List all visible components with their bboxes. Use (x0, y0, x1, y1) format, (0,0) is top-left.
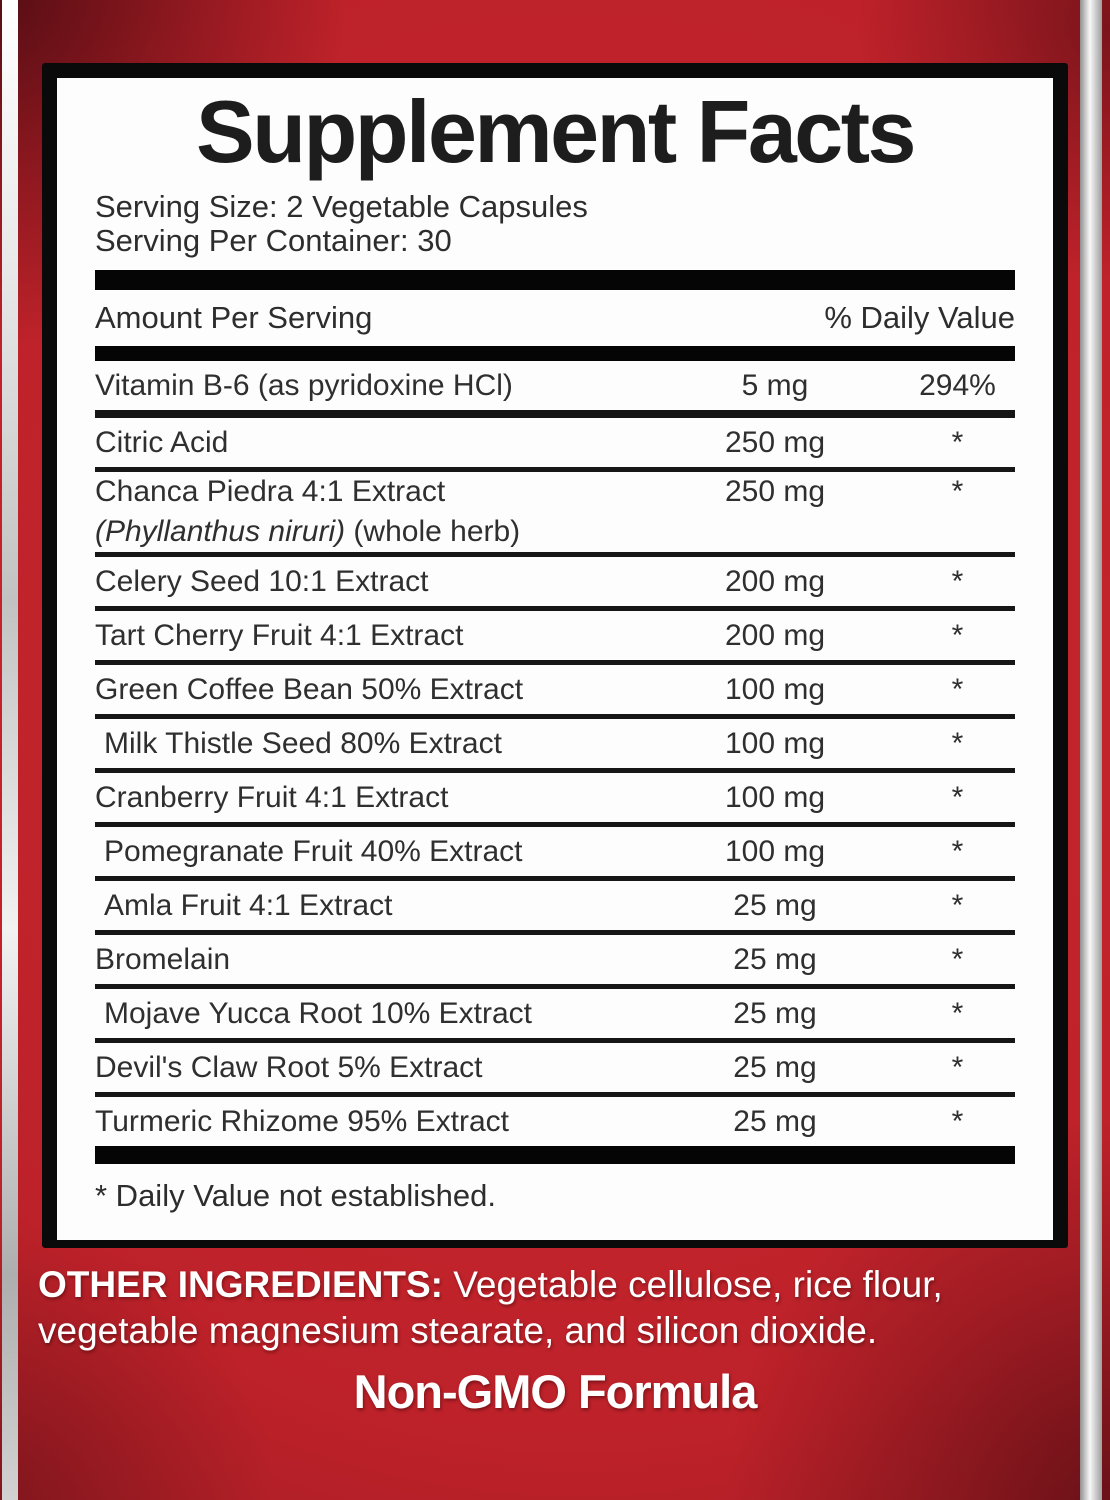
table-row (95, 1043, 1015, 1097)
ingredient-name-cell (95, 886, 650, 926)
table-row (95, 935, 1015, 989)
ingredient-name-cell (95, 1102, 650, 1142)
ingredient-name: Celery Seed 10:1 Extract (95, 564, 429, 598)
divider-bar-top (95, 270, 1015, 290)
other-ingredients (38, 1262, 1086, 1354)
non-gmo-heading: Non-GMO Formula (353, 1365, 757, 1418)
ingredient-name: Amla Fruit 4:1 Extract (104, 888, 393, 922)
table-row (95, 557, 1015, 611)
divider-bar-header (95, 346, 1015, 361)
ingredient-dv: * (951, 564, 964, 598)
other-ingredients-text-line1: Vegetable cellulose, rice flour, (442, 1264, 943, 1305)
silver-edge-left (2, 0, 18, 1500)
ingredient-dv: * (951, 834, 964, 868)
ingredient-dv: * (951, 475, 964, 508)
ingredient-dv: * (951, 1104, 964, 1138)
table-header-row (95, 290, 1015, 346)
ingredient-name: Turmeric Rhizome 95% Extract (95, 1104, 509, 1138)
ingredient-name: Citric Acid (95, 425, 229, 459)
ingredient-name: Mojave Yucca Root 10% Extract (104, 996, 532, 1030)
ingredient-name: Chanca Piedra 4:1 Extract (95, 475, 446, 508)
table-row (95, 881, 1015, 935)
serving-info (95, 190, 1015, 258)
ingredient-name: Tart Cherry Fruit 4:1 Extract (95, 618, 464, 652)
amount-per-serving-header: Amount Per Serving (95, 300, 373, 335)
ingredient-dv: * (951, 618, 964, 652)
serving-size-line: Serving Size: 2 Vegetable Capsules (95, 189, 588, 224)
ingredient-dv: * (951, 1050, 964, 1084)
ingredient-amount: 100 mg (724, 780, 826, 814)
supplement-facts-panel (42, 63, 1068, 1248)
ingredient-amount: 200 mg (724, 564, 826, 598)
ingredient-amount: 250 mg (724, 475, 826, 508)
ingredient-dv: * (951, 942, 964, 976)
ingredient-dv: 294% (919, 368, 996, 402)
table-row (95, 989, 1015, 1043)
ingredient-amount: 100 mg (724, 672, 826, 706)
ingredient-amount: 250 mg (724, 425, 826, 459)
page-title: Supplement Facts (196, 82, 914, 181)
ingredient-dv: * (951, 780, 964, 814)
ingredient-name-cell (95, 366, 650, 406)
ingredient-amount: 25 mg (733, 1104, 817, 1138)
table-row (95, 361, 1015, 418)
ingredient-amount: 100 mg (724, 726, 826, 760)
ingredient-amount: 5 mg (741, 368, 809, 402)
supplement-facts-content (57, 78, 1053, 1240)
divider-bar-bottom (95, 1146, 1015, 1164)
ingredient-amount: 25 mg (733, 996, 817, 1030)
table-row (95, 773, 1015, 827)
table-row (95, 665, 1015, 719)
ingredient-name: Cranberry Fruit 4:1 Extract (95, 780, 449, 814)
other-ingredients-label: OTHER INGREDIENTS: (38, 1264, 443, 1305)
ingredient-name-cell (95, 472, 650, 552)
ingredient-dv: * (951, 888, 964, 922)
ingredient-name-cell (95, 670, 650, 710)
ingredient-name-cell (95, 940, 650, 980)
ingredient-amount: 25 mg (733, 942, 817, 976)
ingredient-amount: 200 mg (724, 618, 826, 652)
ingredient-amount: 100 mg (724, 834, 826, 868)
ingredient-dv: * (951, 425, 964, 459)
ingredient-dv: * (951, 996, 964, 1030)
servings-per-container-line: Serving Per Container: 30 (95, 223, 452, 258)
daily-value-footnote: * Daily Value not established. (95, 1178, 496, 1213)
ingredient-name-cell (95, 832, 650, 872)
table-row (95, 472, 1015, 557)
table-row (95, 719, 1015, 773)
ingredient-name: Green Coffee Bean 50% Extract (95, 672, 524, 706)
ingredient-name: Devil's Claw Root 5% Extract (95, 1050, 483, 1084)
ingredient-name-cell (95, 778, 650, 818)
ingredient-name: Vitamin B-6 (as pyridoxine HCl) (95, 368, 513, 402)
ingredient-latin-name: (Phyllanthus niruri) (95, 515, 346, 548)
table-row (95, 418, 1015, 472)
daily-value-header: % Daily Value (824, 300, 1015, 335)
ingredient-name: Pomegranate Fruit 40% Extract (104, 834, 523, 868)
ingredient-name-cell (95, 1048, 650, 1088)
ingredient-dv: * (951, 672, 964, 706)
facts-table (95, 361, 1015, 1146)
ingredient-name: Bromelain (95, 942, 231, 976)
ingredient-amount: 25 mg (733, 1050, 817, 1084)
table-row (95, 611, 1015, 665)
ingredient-amount: 25 mg (733, 888, 817, 922)
table-row (95, 1097, 1015, 1146)
ingredient-name-line2 (95, 512, 650, 552)
table-row (95, 827, 1015, 881)
ingredient-name-cell (95, 562, 650, 602)
ingredient-name-cell (95, 423, 650, 463)
other-ingredients-text-line2: vegetable magnesium stearate, and silicon dioxide. (38, 1310, 878, 1351)
ingredient-dv: * (951, 726, 964, 760)
ingredient-name-cell (95, 724, 650, 764)
ingredient-name-line2-regular: (whole herb) (345, 515, 521, 548)
ingredient-name-cell (95, 994, 650, 1034)
ingredient-name: Milk Thistle Seed 80% Extract (104, 726, 502, 760)
ingredient-name-cell (95, 616, 650, 656)
